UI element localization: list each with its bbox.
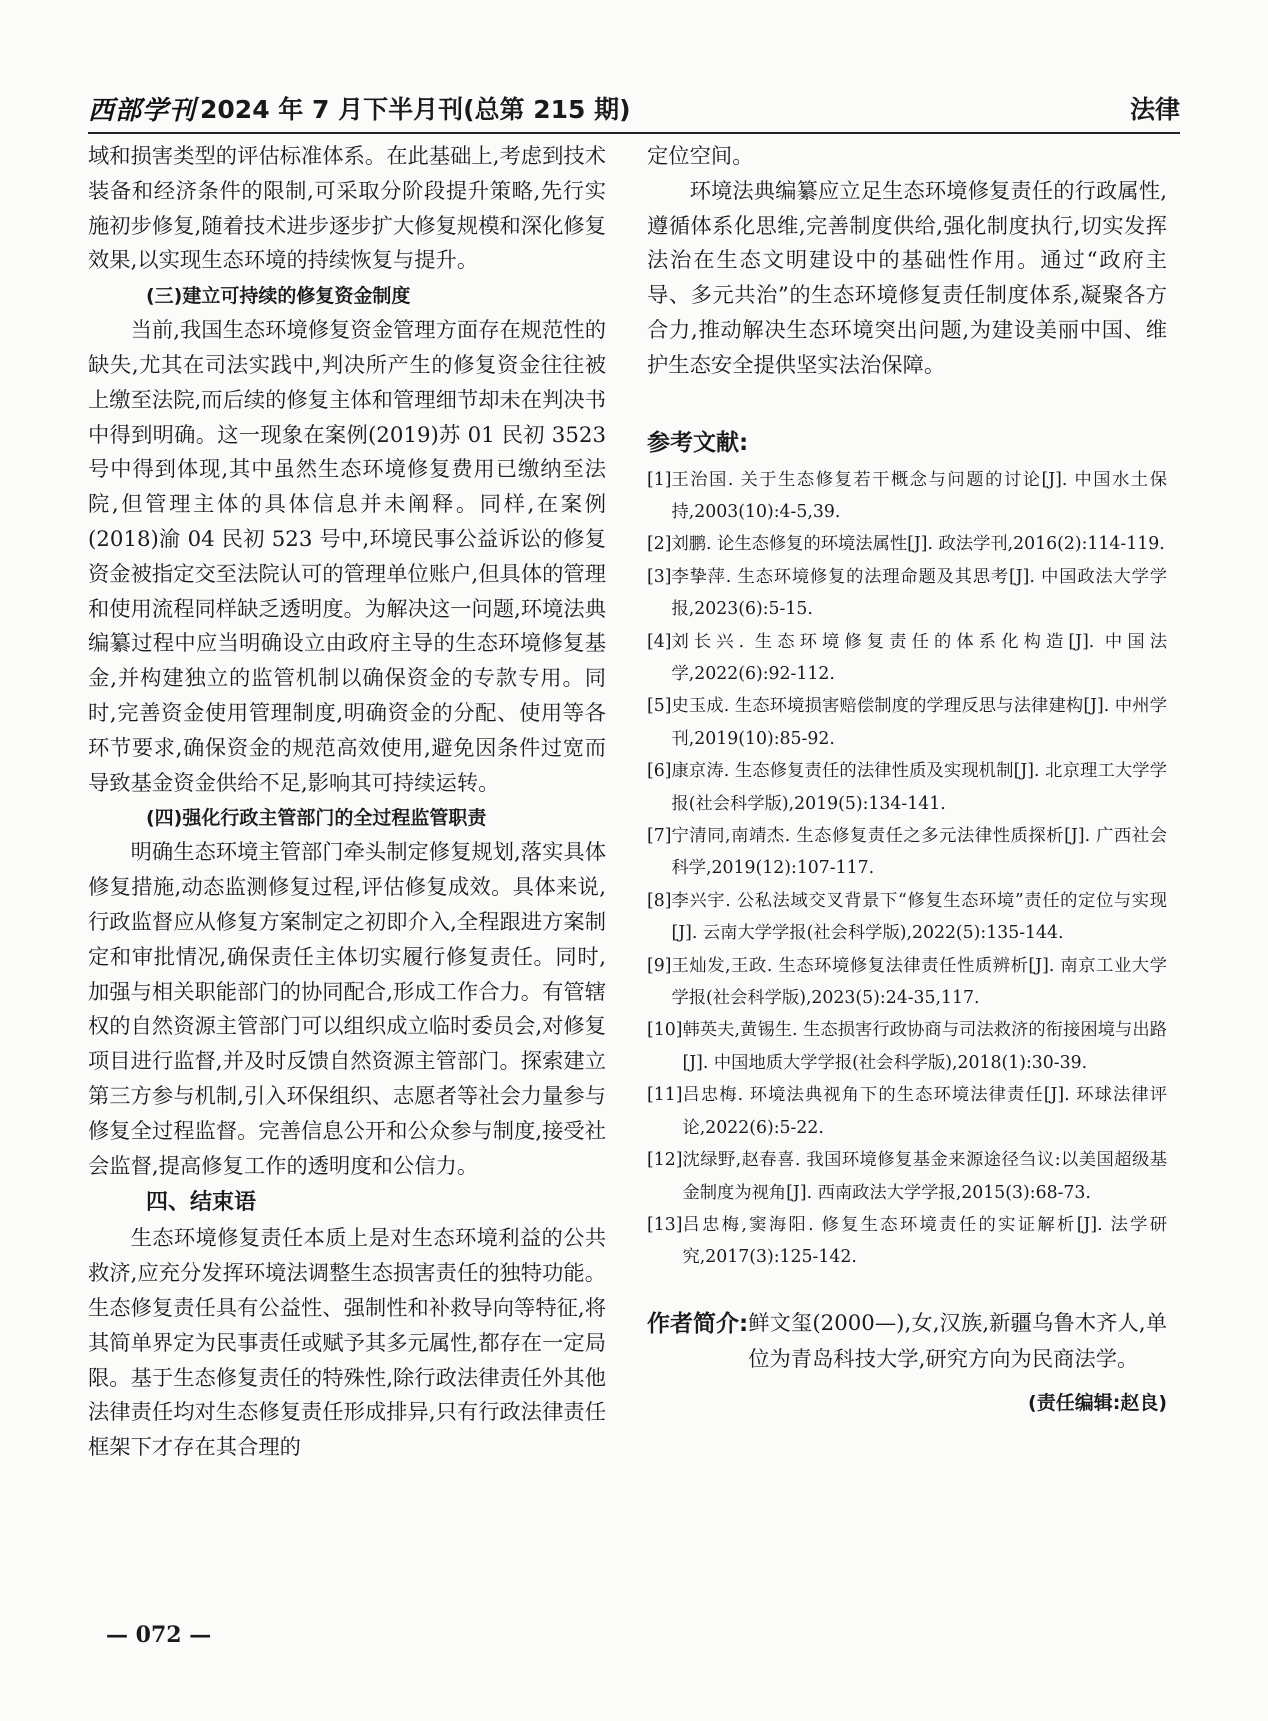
reference-number: [8]: [647, 890, 672, 911]
reference-item: [647, 885, 1167, 950]
reference-number: [11]: [647, 1085, 683, 1106]
paragraph: 环境法典编纂应立足生态环境修复责任的行政属性,遵循体系化思维,完善制度供给,强化制度执行,切实发挥法治在生态文明建设中的基础性作用。通过“政府主导、多元共治”的生态环境修复责任制度体系,凝聚各方合力,推动解决生态环境突出问题,为建设美丽中国、维护生态安全提供坚实法治保障。: [647, 178, 1167, 378]
author-bio: [647, 1306, 1167, 1378]
paragraph: 定位空间。: [647, 144, 754, 169]
author-bio-label: 作者简介:: [647, 1310, 749, 1337]
left-column: [88, 140, 606, 1466]
reference-number: [10]: [647, 1020, 683, 1041]
paragraph: 当前,我国生态环境修复资金管理方面存在规范性的缺失,尤其在司法实践中,判决所产生的修复资金往往被上缴至法院,而后续的修复主体和管理细节却未在判决书中得到明确。这一现象在案例(2019)苏 01 民初 3523 号中得到体现,其中虽然生态环境修复费用已缴纳至法院,但管理主体的具体信息并未阐释。同样,在案例(2018)渝 04 民初 523 号中,环境民事公益诉讼的修复资金被指定交至法院认可的管理单位账户,但具体的管理和使用流程同样缺乏透明度。为解决这一问题,环境法典编纂过程中应当明确设立由政府主导的生态环境修复基金,并构建独立的监管机制以确保资金的专款专用。同时,完善资金使用管理制度,明确资金的分配、使用等各环节要求,确保资金的规范高效使用,避免因条件过宽而导致基金资金供给不足,影响其可持续运转。: [88, 318, 606, 796]
reference-item: [647, 1144, 1167, 1209]
references-title: 参考文献:: [647, 429, 749, 456]
reference-text: 王灿发,王政. 生态环境修复法律责任性质辨析[J]. 南京工业大学学报(社会科学版),2023(5):24-35,117.: [671, 955, 1167, 1009]
reference-number: [1]: [647, 469, 672, 490]
reference-text: 王治国. 关于生态修复若干概念与问题的讨论[J]. 中国水土保持,2003(10):4-5,39.: [671, 469, 1167, 522]
reference-number: [4]: [647, 631, 672, 652]
reference-number: [12]: [647, 1150, 683, 1171]
reference-text: 宁清同,南靖杰. 生态修复责任之多元法律性质探析[J]. 广西社会科学,2019(12):107-117.: [671, 826, 1167, 879]
paragraph: 生态环境修复责任本质上是对生态环境利益的公共救济,应充分发挥环境法调整生态损害责任的独特功能。生态修复责任具有公益性、强制性和补救导向等特征,将其简单界定为民事责任或赋予其多元属性,都存在一定局限。基于生态修复责任的特殊性,除行政法律责任外其他法律责任均对生态修复责任形成排异,只有行政法律责任框架下才存在其合理的: [88, 1226, 606, 1461]
reference-text: 吕忠梅,窦海阳. 修复生态环境责任的实证解析[J]. 法学研究,2017(3):125-142.: [682, 1214, 1167, 1268]
reference-number: [7]: [647, 826, 672, 847]
reference-number: [3]: [647, 566, 672, 587]
reference-text: 沈绿野,赵春喜. 我国环境修复基金来源途径刍议:以美国超级基金制度为视角[J]. 西南政法大学学报,2015(3):68-73.: [682, 1150, 1167, 1203]
reference-item: [647, 755, 1167, 820]
reference-number: [2]: [647, 534, 672, 555]
page-header: [88, 84, 1180, 134]
reference-item: [647, 561, 1167, 626]
paragraph: 域和损害类型的评估标准体系。在此基础上,考虑到技术装备和经济条件的限制,可采取分阶段提升策略,先行实施初步修复,随着技术进步逐步扩大修复规模和深化修复效果,以实现生态环境的持续恢复与提升。: [88, 144, 606, 274]
reference-number: [9]: [647, 955, 672, 976]
reference-text: 李挚萍. 生态环境修复的法理命题及其思考[J]. 中国政法大学学报,2023(6):5-15.: [671, 566, 1167, 620]
reference-text: 刘鹏. 论生态修复的环境法属性[J]. 政法学刊,2016(2):114-119.: [671, 534, 1165, 555]
issue-info: 2024 年 7 月下半月刊(总第 215 期): [200, 95, 631, 124]
reference-item: [647, 464, 1167, 529]
reference-text: 康京涛. 生态修复责任的法律性质及实现机制[J]. 北京理工大学学报(社会科学版),2019(5):134-141.: [671, 761, 1167, 814]
references-list: [647, 464, 1167, 1274]
editor-note: (责任编辑:赵良): [1028, 1391, 1167, 1414]
reference-text: 吕忠梅. 环境法典视角下的生态环境法律责任[J]. 环球法律评论,2022(6):5-22.: [682, 1085, 1167, 1138]
reference-text: 李兴宇. 公私法域交叉背景下“修复生态环境”责任的定位与实现[J]. 云南大学学报(社会科学版),2022(5):135-144.: [671, 890, 1167, 944]
reference-item: [647, 950, 1167, 1015]
reference-text: 史玉成. 生态环境损害赔偿制度的学理反思与法律建构[J]. 中州学刊,2019(10):85-92.: [671, 696, 1167, 749]
reference-number: [6]: [647, 761, 672, 782]
reference-item: [647, 1079, 1167, 1144]
author-bio-text: 鲜文玺(2000—),女,汉族,新疆乌鲁木齐人,单位为青岛科技大学,研究方向为民商法学。: [748, 1310, 1167, 1372]
reference-number: [5]: [647, 696, 672, 717]
reference-item: [647, 1209, 1167, 1274]
section-heading: 四、结束语: [146, 1190, 257, 1216]
reference-item: [647, 1014, 1167, 1079]
reference-item: [647, 690, 1167, 755]
reference-text: 刘长兴. 生态环境修复责任的体系化构造[J]. 中国法学,2022(6):92-112.: [671, 631, 1167, 685]
journal-logo: 西部学刊: [88, 95, 197, 126]
reference-number: [13]: [647, 1214, 683, 1235]
subsection-heading: (三)建立可持续的修复资金制度: [146, 285, 411, 308]
paragraph: 明确生态环境主管部门牵头制定修复规划,落实具体修复措施,动态监测修复过程,评估修复成效。具体来说,行政监督应从修复方案制定之初即介入,全程跟进方案制定和审批情况,确保责任主体切实履行修复责任。同时,加强与相关职能部门的协同配合,形成工作合力。有管辖权的自然资源主管部门可以组织成立临时委员会,对修复项目进行监督,并及时反馈自然资源主管部门。探索建立第三方参与机制,引入环保组织、志愿者等社会力量参与修复全过程监督。完善信息公开和公众参与制度,接受社会监督,提高修复工作的透明度和公信力。: [88, 840, 606, 1179]
page-number: — 072 —: [106, 1622, 212, 1648]
subsection-heading: (四)强化行政主管部门的全过程监管职责: [146, 807, 487, 830]
reference-text: 韩英夫,黄锡生. 生态损害行政协商与司法救济的衔接困境与出路[J]. 中国地质大学学报(社会科学版),2018(1):30-39.: [682, 1020, 1167, 1073]
reference-item: [647, 626, 1167, 691]
reference-item: [647, 528, 1167, 560]
right-column: [647, 140, 1167, 1415]
reference-item: [647, 820, 1167, 885]
section-tag: 法律: [1129, 95, 1180, 124]
